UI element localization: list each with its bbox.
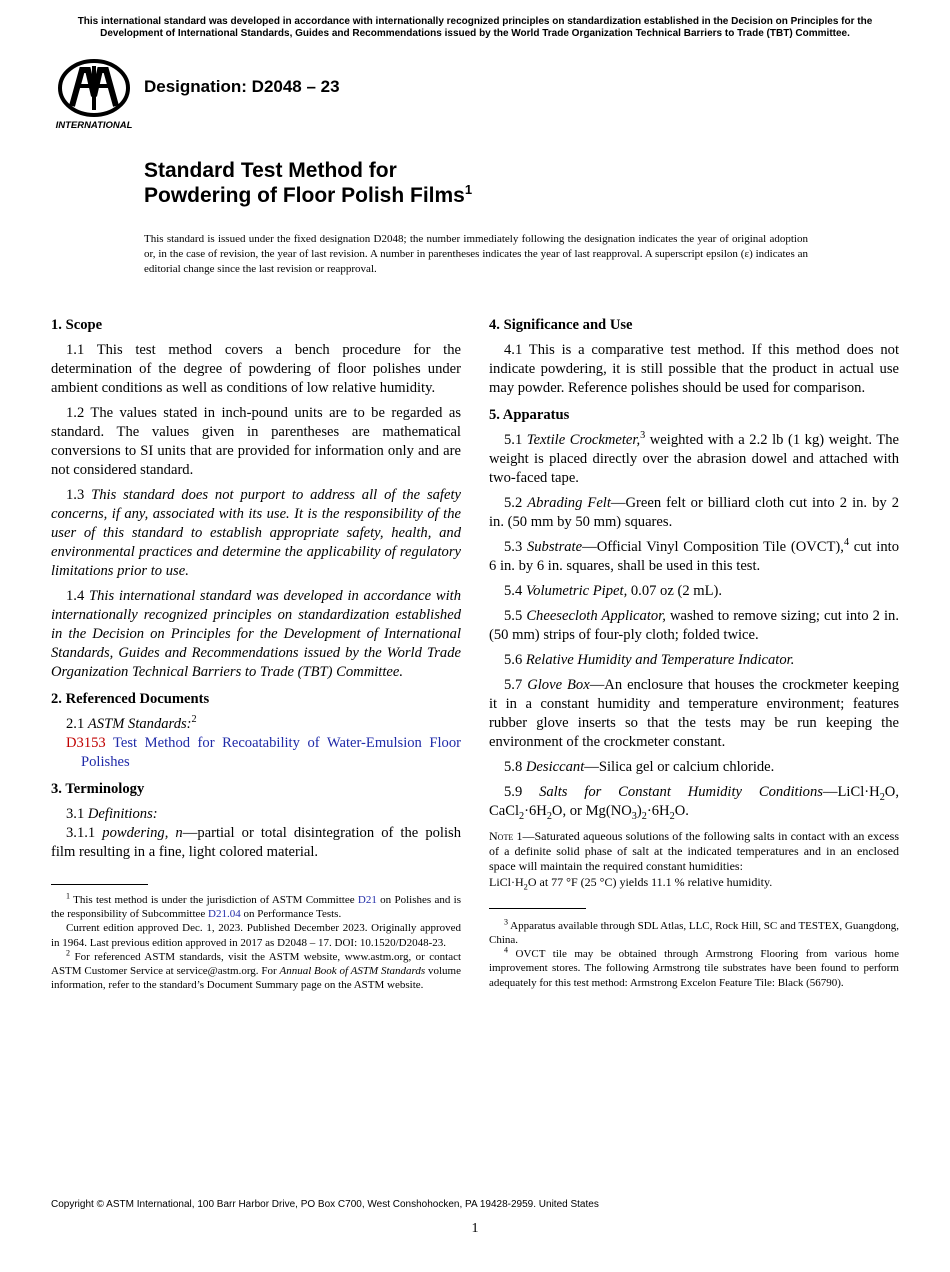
- section-3-1-1: [51, 824, 461, 862]
- section-1-4-text: This international standard was developed in accordance with internationally recognized principles on standardization established in the Decision on Principles for the Development of International Standards, Guides and Recommendations issued by the World Trade Organization Technical Barriers to Trade (TBT) Committee.: [51, 588, 462, 680]
- reference-title-link[interactable]: Test Method for Recoatability of Water-Emulsion Floor Polishes: [81, 735, 461, 770]
- astm-logo: [52, 56, 136, 132]
- section-4-heading: 4. Significance and Use: [489, 317, 633, 333]
- section-5-1-footnote-mark: 3: [640, 430, 646, 442]
- section-5-9-term: Salts for Constant Humidity Conditions: [539, 784, 823, 800]
- committee-d21-link[interactable]: D21: [357, 894, 377, 906]
- reference-code-link[interactable]: D3153: [66, 735, 106, 751]
- section-5-2-text: —Green felt or billiard cloth cut into 2 in. by 2 in. (50 mm by 50 mm) squares.: [489, 495, 899, 530]
- footnote-1-edition: Current edition approved Dec. 1, 2023. Published December 2023. Originally approved in 1964. Last previous edition approved in 2017 as D2048 – 17. DOI: 10.1520/D2048-23.: [51, 922, 461, 949]
- section-1-4-number: 1.4: [66, 588, 90, 604]
- astm-logo-icon: [52, 56, 136, 132]
- section-1-heading: 1. Scope: [51, 317, 103, 333]
- note-1-text: —Saturated aqueous solutions of the following salts in contact with an excess of a definite solid phase of salt at the indicated temperatures and in an enclosed space will maintain the required constant humidities:: [489, 829, 899, 874]
- section-5-3-term: Substrate: [526, 539, 583, 555]
- section-5-2-term: Abrading Felt: [527, 495, 611, 511]
- section-5-5: [489, 607, 899, 645]
- section-1-4: [51, 587, 461, 682]
- page-number: 1: [471, 1221, 479, 1236]
- section-5-3-footnote-mark: 4: [843, 537, 850, 549]
- footnote-3: $^3$ Apparatus available through SDL Atlas, LLC, Rock Hill, SC and TESTEX, Guangdong, China.: [489, 917, 899, 947]
- section-5-5-text: washed to remove sizing; cut into 2 in. (50 mm) strips of four-ply cloth; folded twice.: [489, 608, 899, 643]
- logo-text: INTERNATIONAL: [55, 120, 133, 131]
- section-5-8-text: —Silica gel or calcium chloride.: [584, 759, 775, 775]
- footnote-3-text: Apparatus available through SDL Atlas, LLC, Rock Hill, SC and TESTEX, Guangdong, China.: [489, 919, 899, 947]
- section-5-4-term: Volumetric Pipet,: [525, 583, 628, 599]
- section-5-7-number: 5.7: [504, 677, 528, 693]
- footnote-2-italic: Annual Book of ASTM Standards: [279, 965, 426, 978]
- section-5-3-text-b: cut into 6 in. by 6 in. squares, shall be used in this test.: [489, 539, 899, 574]
- section-3-1-1-number: 3.1.1: [66, 825, 103, 841]
- footnote-list: [51, 893, 461, 992]
- section-5-3: [489, 538, 899, 576]
- section-5-1-text: weighted with a 2.2 lb (1 kg) weight. The weight is placed directly over the abrasion dowel and attached with two-faced tape.: [489, 432, 900, 486]
- section-5-3-text-a: —Official Vinyl Composition Tile (OVCT),: [582, 539, 844, 555]
- section-2-1-number: 2.1: [66, 716, 88, 732]
- section-5-1: [489, 431, 899, 488]
- section-5-1-term: Textile Crockmeter,: [526, 432, 641, 448]
- section-1-1: 1.1 This test method covers a bench procedure for the determination of the degree of powdering of floor polishes under ambient conditions as well as conditions of low relative humidity.: [51, 342, 461, 396]
- footnote-1-text-b: on Polishes and is the responsibility of Subcommittee: [51, 894, 461, 921]
- footnote-2-text-a: For referenced ASTM standards, visit the ASTM website, www.astm.org, or contact ASTM Customer Service at service@astm.org. For: [51, 950, 462, 978]
- left-column: [51, 316, 461, 992]
- right-footnotes: [489, 908, 899, 990]
- section-4-1: 4.1 This is a comparative test method. If this method does not indicate powdering, it is still possible that the product in actual use may powder. Reference polishes should be used for comparison.: [489, 342, 899, 396]
- footnote-2: $^2$ For referenced ASTM standards, visit the ASTM website, www.astm.org, or contact ASTM Customer Service at service@astm.org. For Annual Book of ASTM Standards volume information, refer to the standard’s Document Summary page on the ASTM website.: [51, 948, 462, 992]
- section-5-6-term: Relative Humidity and Temperature Indicator.: [525, 652, 795, 668]
- section-5-5-number: 5.5: [504, 608, 527, 624]
- section-5-4-text: 0.07 oz (2 mL).: [627, 583, 723, 599]
- section-5-3-number: 5.3: [504, 539, 527, 555]
- section-1-2: 1.2 The values stated in inch-pound units are to be regarded as standard. The values given in parentheses are mathematical conversions to SI units that are provided for information only and are not considered standard.: [51, 405, 461, 478]
- section-1-3-text: This standard does not purport to address all of the safety concerns, if any, associated with its use. It is the responsibility of the user of this standard to establish appropriate safety, health, and environmental practices and determine the applicability of regulatory limitations prior to use.: [51, 487, 461, 579]
- section-5-7-term: Glove Box: [527, 677, 590, 693]
- section-3-1-1-term: powdering, n: [102, 825, 183, 841]
- footnote-4: $^4$ OVCT tile may be obtained through Armstrong Flooring from various home improvement stores. The following Armstrong tile substrates have been found to perform adequately for this test method: Armstrong Excelon Feature Tile: Black (56790).: [489, 945, 899, 989]
- title-line-2: [144, 183, 472, 208]
- section-5-heading: 5. Apparatus: [489, 407, 570, 423]
- title-footnote-mark: 1: [464, 182, 473, 197]
- footnote-divider: [51, 884, 148, 885]
- section-2-heading: 2. Referenced Documents: [51, 691, 210, 707]
- right-column: [489, 316, 899, 990]
- reference-d3153: [51, 734, 461, 772]
- footnote-divider-right: [489, 908, 586, 909]
- section-5-9: [489, 783, 899, 821]
- footnote-1: $^1$ This test method is under the jurisdiction of ASTM Committee D21 on Polishes and is the responsibility of Subcommittee D21.04 on Performance Tests.: [51, 891, 461, 921]
- section-2-1-text: ASTM Standards:: [87, 716, 192, 732]
- section-5-4: [489, 582, 899, 601]
- standardization-notice: This international standard was developed in accordance with internationally recognized principles on standardization established in the Decision on Principles for the Development of International Standards, Guides and Recommendations issued by the World Trade Organization Technical Barriers to Trade (TBT) Committee.: [77, 16, 873, 39]
- section-5-5-term: Cheesecloth Applicator,: [526, 608, 666, 624]
- note-1-label: Note 1: [489, 829, 523, 843]
- section-5-8-number: 5.8: [504, 759, 526, 775]
- subcommittee-d21-04-link[interactable]: D21.04: [208, 908, 241, 921]
- section-1-3-number: 1.3: [66, 487, 92, 503]
- footnote-2-text-b: volume information, refer to the standard’s Document Summary page on the ASTM website.: [51, 965, 461, 992]
- footnote-list-right: [489, 919, 899, 990]
- section-3-1-text: Definitions:: [87, 806, 158, 822]
- note-1-humidity-line: $LiCl\cdot H_2O$ at 77 °F (25 °C) yields 11.1 % relative humidity.: [489, 874, 773, 891]
- section-5-8: [489, 758, 899, 777]
- left-footnotes: [51, 884, 461, 992]
- title-text: Powdering of Floor Polish Films: [144, 184, 465, 207]
- section-5-7-text: —An enclosure that houses the crockmeter keeping it in a constant humidity and temperature environment; features rubber glove inserts so that the tests may be run keeping the environment of the crockmeter constant.: [489, 677, 899, 750]
- section-5-4-number: 5.4: [504, 583, 526, 599]
- section-3-1: [51, 805, 461, 824]
- section-5-7: [489, 676, 899, 752]
- section-2-1: [51, 715, 461, 734]
- section-5-6-number: 5.6: [504, 652, 526, 668]
- section-2-1-footnote-mark: 2: [191, 714, 197, 726]
- note-1: [489, 829, 899, 875]
- section-5-2-number: 5.2: [504, 495, 528, 511]
- section-3-1-number: 3.1: [66, 806, 88, 822]
- issued-statement: This standard is issued under the fixed designation D2048; the number immediately following the designation indicates the year of original adoption or, in the case of revision, the year of last revision. A number in parentheses indicates the year of last reapproval. A superscript epsilon (ε) indicates an editorial change since the last revision or reapproval.: [144, 233, 808, 275]
- footnote-1-text-a: This test method is under the jurisdiction of ASTM Committee: [73, 894, 358, 906]
- section-5-1-number: 5.1: [504, 432, 527, 448]
- section-5-9-salts: $—LiCl\cdot H_2O$, $CaCl_2\cdot 6H_2O$, or $Mg(NO_3)_2\cdot 6H_2O$.: [489, 784, 899, 822]
- section-1-3: [51, 486, 461, 581]
- designation: Designation: D2048 – 23: [144, 77, 340, 96]
- section-5-9-number: 5.9: [504, 784, 540, 800]
- copyright-line: Copyright © ASTM International, 100 Barr Harbor Drive, PO Box C700, West Conshohocken, PA 19428-2959. United States: [51, 1199, 599, 1210]
- section-3-1-1-text: —partial or total disintegration of the polish film resulting in a fine, light colored material.: [51, 825, 461, 860]
- footnote-4-text: OVCT tile may be obtained through Armstrong Flooring from various home improvement stores. The following Armstrong tile substrates have been found to perform adequately for this test method: Armstrong Excelon Feature Tile: Black (56790).: [489, 948, 899, 989]
- section-5-2: [489, 494, 899, 532]
- section-3-heading: 3. Terminology: [51, 781, 145, 797]
- title-line-1: Standard Test Method for: [144, 159, 397, 182]
- footnote-1-text-c: on Performance Tests.: [240, 908, 342, 921]
- section-5-8-term: Desiccant: [525, 759, 585, 775]
- document-title: [144, 158, 472, 208]
- section-5-6: [489, 651, 899, 670]
